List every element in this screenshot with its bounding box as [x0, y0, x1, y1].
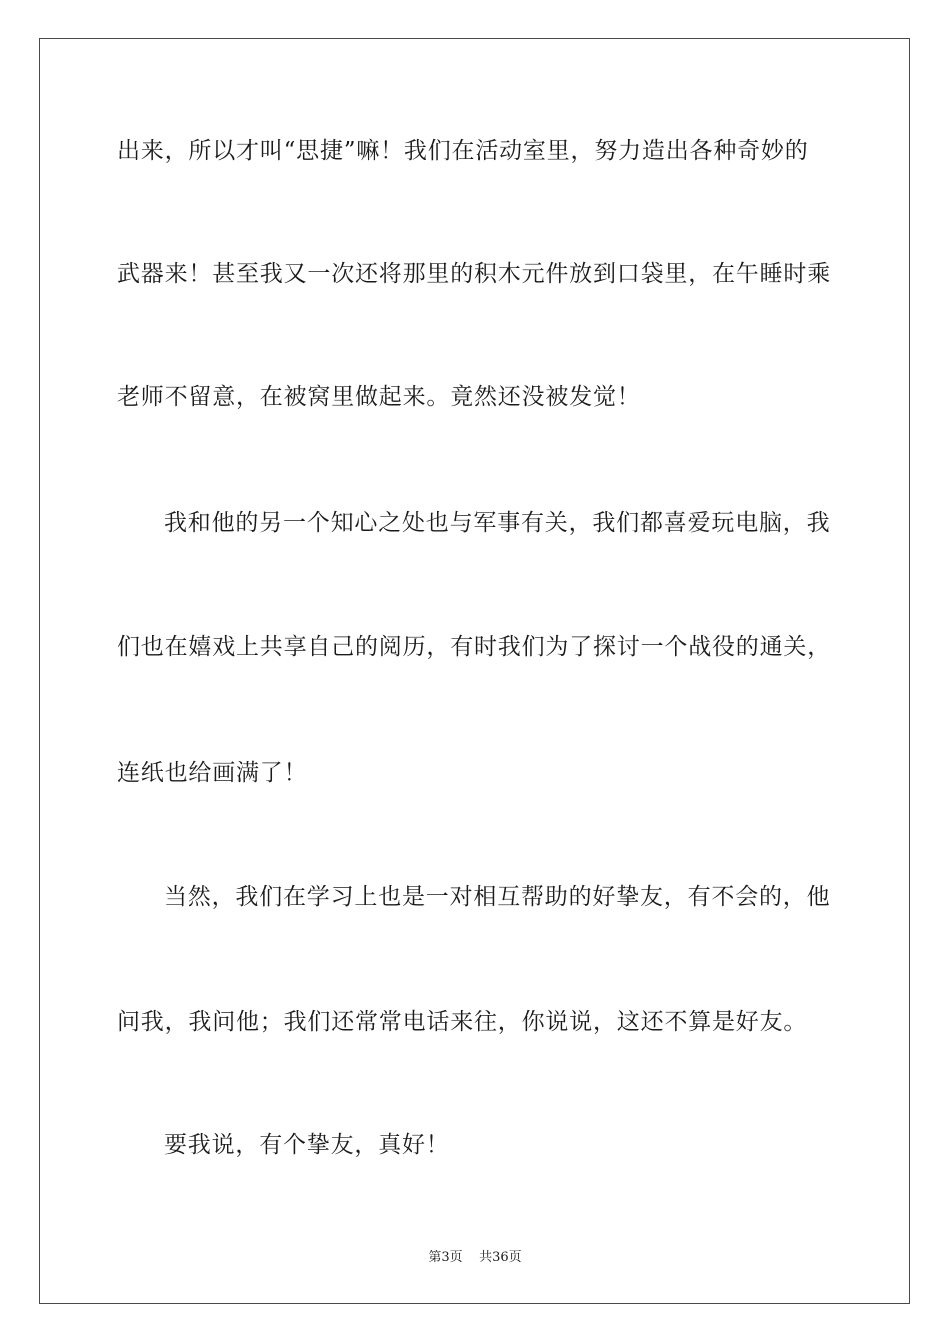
paragraph-line-3: 老师不留意，在被窝里做起来。竟然还没被发觉！ — [117, 384, 641, 410]
page-number-footer: 第3页 共36页 — [428, 1250, 522, 1265]
paragraph-line-8: 问我，我问他；我们还常常电话来往，你说说，这还不算是好友。 — [117, 1009, 808, 1035]
page-border — [39, 38, 910, 1304]
paragraph-line-7: 当然，我们在学习上也是一对相互帮助的好挚友，有不会的，他 — [164, 884, 831, 910]
paragraph-line-1: 出来，所以才叫“思捷”嘛！我们在活动室里，努力造出各种奇妙的 — [117, 138, 809, 164]
paragraph-line-9: 要我说，有个挚友，真好！ — [164, 1132, 450, 1158]
paragraph-line-2: 武器来！甚至我又一次还将那里的积木元件放到口袋里，在午睡时乘 — [117, 261, 831, 287]
paragraph-line-6: 连纸也给画满了！ — [117, 760, 308, 786]
paragraph-line-5: 们也在嬉戏上共享自己的阅历，有时我们为了探讨一个战役的通关， — [117, 634, 831, 660]
paragraph-line-4: 我和他的另一个知心之处也与军事有关，我们都喜爱玩电脑，我 — [164, 510, 831, 536]
